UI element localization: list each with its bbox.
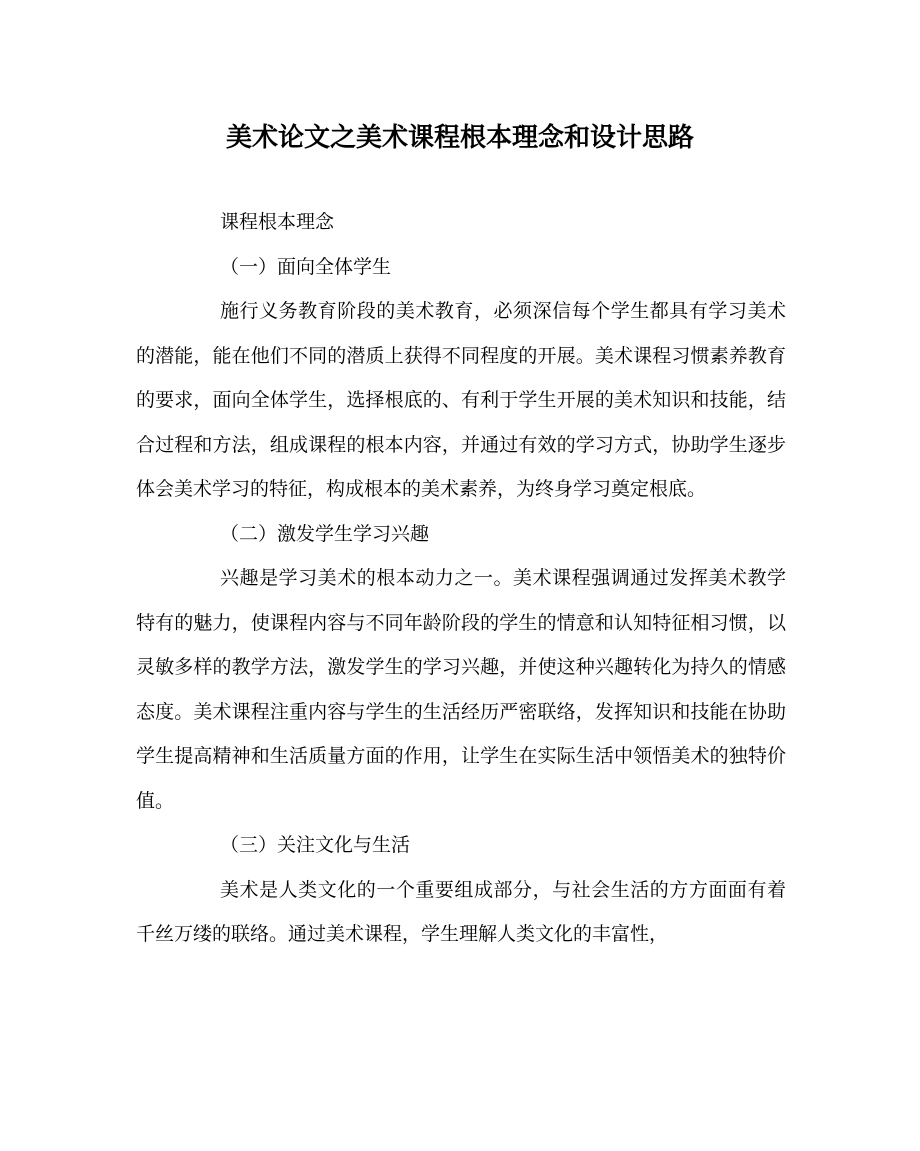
document-body	[136, 200, 786, 957]
paragraph-2: 兴趣是学习美术的根本动力之一。美术课程强调通过发挥美术教学特有的魅力，使课程内容与不同年龄阶段的学生的情意和认知特征相习惯，以灵敏多样的教学方法，激发学生的学习兴趣，并使这种兴趣转化为持久的情感态度。美术课程注重内容与学生的生活经历严密联络，发挥知识和技能在协助学生提高精神和生活质量方面的作用，让学生在实际生活中领悟美术的独特价值。	[136, 567, 786, 812]
subsection-heading-3: （三）关注文化与生活	[220, 834, 411, 856]
document-title: 美术论文之美术课程根本理念和设计思路	[225, 123, 694, 153]
section-heading: 课程根本理念	[220, 211, 335, 233]
subsection-heading-1: （一）面向全体学生	[220, 255, 392, 278]
subsection-heading-2: （二）激发学生学习兴趣	[220, 522, 430, 545]
paragraph-1: 施行义务教育阶段的美术教育，必须深信每个学生都具有学习美术的潜能，能在他们不同的潜质上获得不同程度的开展。美术课程习惯素养教育的要求，面向全体学生，选择根底的、有利于学生开展的美术知识和技能，结合过程和方法，组成课程的根本内容，并通过有效的学习方式，协助学生逐步体会美术学习的特征，构成根本的美术素养，为终身学习奠定根底。	[136, 300, 786, 500]
paragraph-3: 美术是人类文化的一个重要组成部分，与社会生活的方方面面有着千丝万缕的联络。通过美术课程，学生理解人类文化的丰富性，	[136, 878, 786, 945]
